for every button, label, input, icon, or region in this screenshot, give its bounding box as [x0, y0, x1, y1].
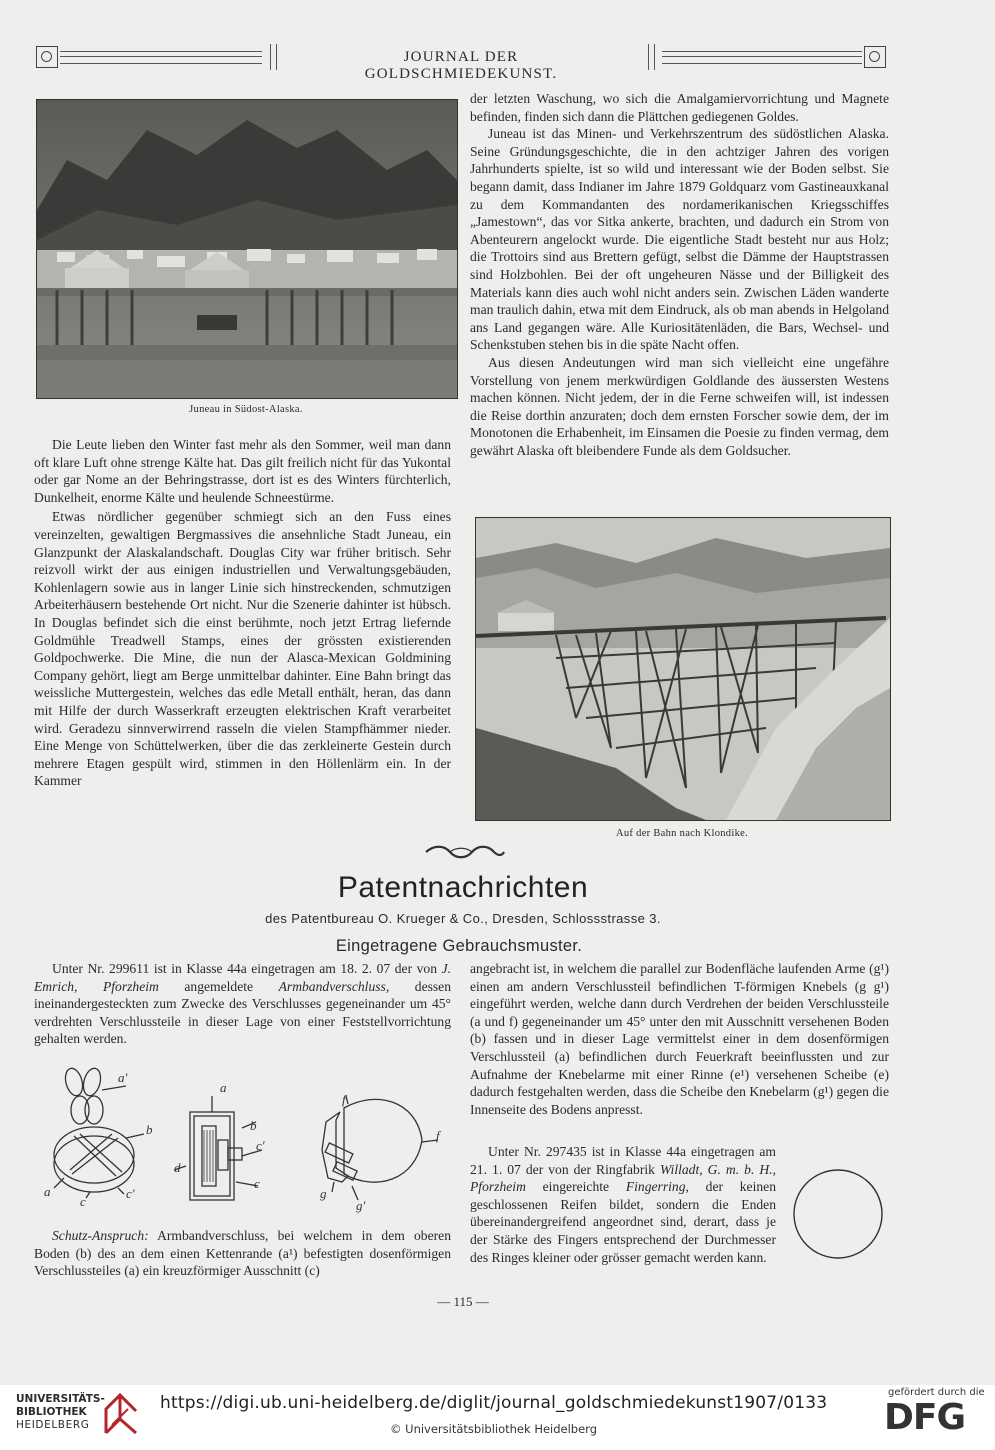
dfg-logo: DFG	[884, 1397, 966, 1438]
library-name: UNIVERSITÄTS- BIBLIOTHEK HEIDELBERG	[16, 1393, 105, 1431]
left-paragraph: Die Leute lieben den Winter fast mehr als den Sommer, weil man dann oft klare Luft ohne strenge Kälte hat. Das gilt freilich nicht für das Yukontal oder gar Nome an der Behringstrasse, dort ist es des Winters fürchterlich, Dunkelheit, enorme Kälte und heulende Schneestürme.	[34, 437, 451, 505]
applicant-name: J. Emrich, Pforzheim	[34, 961, 451, 994]
source-url-link[interactable]: https://digi.ub.uni-heidelberg.de/diglit/journal_goldschmiedekunst1907/0133	[160, 1393, 828, 1413]
fig-label-b: b	[146, 1122, 153, 1137]
juneau-caption: Juneau in Südost-Alaska.	[189, 404, 303, 415]
right-paragraph: der letzten Waschung, wo sich die Amalgamiervorrichtung und Magnete befinden, finden sich dann die Plättchen gediegenen Goldes.	[470, 91, 889, 124]
section-title: Eingetragene Gebrauchsmuster.	[335, 937, 583, 955]
left-column	[34, 436, 451, 790]
ornament-divider	[422, 844, 508, 860]
header-ornament-right	[864, 46, 886, 68]
running-header	[36, 44, 886, 82]
patent-left-column	[34, 960, 451, 1048]
klondike-caption: Auf der Bahn nach Klondike.	[615, 828, 749, 839]
page-number: — 115 —	[437, 1294, 489, 1309]
fig-label-a: a	[44, 1184, 51, 1199]
patent-item: Fingerring,	[625, 1179, 689, 1195]
fig-label-a1: a'	[118, 1070, 128, 1085]
fig-label-b2: b	[250, 1118, 257, 1133]
fig-label-a2: a	[220, 1080, 227, 1095]
fig-label-g1: g'	[356, 1198, 366, 1213]
fig-label-c2: c'	[256, 1138, 265, 1153]
journal-title: JOURNAL DER GOLDSCHMIEDEKUNST.	[364, 49, 558, 82]
fig-label-g: g	[320, 1186, 327, 1201]
funding-note: gefördert durch die	[888, 1387, 985, 1398]
patent-1-text: Unter Nr. 299611 ist in Klasse 44a eingetragen am 18. 2. 07 der von J. Emrich, Pforzheim angemeldete Armbandverschluss, dessen ineinandergesteckten zum Zwecke des Verschlusses gegeneinander um 45° verdrehten Verschlussteile in dieser Lage von einer Feststellvorrichtung gehalten werden.	[34, 961, 452, 1047]
klondike-photo-image	[476, 518, 890, 820]
patents-subtitle: des Patentbureau O. Krueger & Co., Dresden, Schlossstrasse 3.	[265, 911, 661, 926]
patents-title: Patentnachrichten	[337, 871, 589, 904]
claim-paragraph: Schutz-Anspruch: Armbandverschluss, bei welchem in dem oberen Boden (b) des an dem einen Kettenrande (a¹) befestigten dosenförmigen Verschlussteiles (a) ein kreuzförmiger Ausschnitt (c)	[34, 1228, 451, 1279]
right-column	[470, 90, 889, 459]
juneau-photo-image	[37, 100, 457, 398]
right-paragraph: Juneau ist das Minen- und Verkehrszentrum des südöstlichen Alaska. Seine Gründungsgeschichte, die in den achtziger Jahren des vorigen Jahrhunderts spielte, ist so wild und interessant wie der Boden selbst. Sie begann damit, dass Indianer im Jahre 1879 Goldquarz vom Gastineauxkanal zu dem Kommandanten des nordamerikanischen Kriegsschiffes „Jamestown“, das vor Sitka ankerte, brachten, und dadurch ein Strom von Abenteurern angelockt wurde. Die eigentliche Stadt besteht nur aus Holz; die Trottoirs sind aus Brettern gefügt, selbst die Dämme der Hauptstrassen sind Holzbohlen. Bei der oft ungeheuren Nässe und der Billigkeit des Materials kann dies auch wohl nicht anders sein. Zwischen Läden wanderte man traulich dahin, etwa mit dem Eindruck, als ob man abends in Helgoland ans Land gegangen wäre. Alle Kuriositätenläden, die Bars, Wechsel- und Schenkstuben stehen bis in die späte Nacht offen.	[470, 126, 889, 353]
fig-label-f: f	[342, 1092, 346, 1107]
right-paragraph: Aus diesen Andeutungen wird man sich vielleicht eine ungefähre Vorstellung von jenem merkwürdigen Goldlande des äussersten Westens machen können. Nicht jedem, der in die Ferne schweifen will, ist indessen die Reise dorthin anzuraten; doch dem ernsten Forscher sowie dem, der im Monotonen die Erhabenheit, im Einsamen die Poesie zu finden vermag, dem gewährt Alaska oft bleibendere Funde als dem Goldsucher.	[470, 354, 889, 458]
fig-label-c3: c	[254, 1176, 260, 1191]
patent-item: Armbandverschluss,	[278, 978, 390, 994]
patent-1-continuation: angebracht ist, in welchem die parallel zur Bodenfläche laufenden Arme (g¹) einen am andern Verschlussteil befindlichen T-förmigen Knebels (g g¹) eingeführt werden, welche dann durch Verdrehen der beiden Verschlussteile (a und f) gegeneinander um 45° unter den mit Ausschnitt versehenen Boden (b) fassen und in dieser Lage vermittelst einer in dem dosenförmigen Verschlussteil (a) befindlichen durch Feuerkraft beeinflussten und zur Aufnahme der Knebelarme mit einer Rinne (e¹) versehenen Scheibe (e) dadurch festgehalten werden, dass die Scheibe den Knebelarm (g¹) gegen die Innenseite des Bodens anpresst.	[470, 961, 889, 1117]
juneau-photo	[36, 99, 458, 399]
claim-label: Schutz-Anspruch:	[52, 1228, 149, 1243]
klondike-photo	[475, 517, 891, 821]
patent-figures	[36, 1060, 456, 1220]
applicant-name: Willadt, G. m. b. H., Pforzheim	[470, 1161, 776, 1195]
patent-right-column	[470, 960, 889, 1118]
fig-label-f2: f	[436, 1128, 440, 1143]
fig-label-c: c	[80, 1194, 86, 1209]
ring-figure	[790, 1166, 886, 1262]
library-logo-icon	[102, 1389, 140, 1437]
fig-label-d: d	[174, 1160, 181, 1175]
digitization-footer	[0, 1385, 995, 1450]
fig-label-c1: c'	[126, 1186, 135, 1201]
header-ornament-left	[36, 46, 58, 68]
left-paragraph: Etwas nördlicher gegenüber schmiegt sich an den Fuss eines vereinzelten, gewaltigen Bergmassives die ansehnliche Stadt Juneau, ein Glanzpunkt der Alaskalandschaft. Douglas City war früher britisch. Sehr reizvoll wirkt der aus einigen industriellen und Verwaltungsgebäuden, Kohlenlagern sowie aus in langer Linie sich hinstreckenden, schmutzigen Arbeiterhäusern bestehende Ort nicht. Nur die Szenerie dahinter ist hübsch. In Douglas befindet sich die einst berühmte, noch jetzt Ertrag liefernde Goldmühle Treadwell Stamps, eines der grössten existierenden Goldpochwerke. Die Mine, die nun der Alasca-Mexican Goldmining Company gehört, liegt am Berge unmittelbar dahinter. Eine Bahn bringt das weissliche Muttergestein, welches das edle Metall enthält, heran, das dann mit Hilfe der durch Wasserkraft erzeugten elektrischen Kraft verarbeitet wird. Geradezu sinnverwirrend rasseln die vielen Stampfhämmer nieder. Eine Menge von Schüttelwerken, über die das zerkleinerte Gestein durch mehrere Etagen gespült wird, stimmen in den Höllenlärm ein. In der Kammer	[34, 509, 451, 789]
patent-2-text: Unter Nr. 297435 ist in Klasse 44a eingetragen am 21. 1. 07 der von der Ringfabrik Willadt, G. m. b. H., Pforzheim eingereichte Fingerring, der keinen geschlossenen Reifen bildet, sondern die Enden übereinandergreifend angeordnet sind, derart, dass je der Stärke des Fingers entsprechend der Durchmesser des Ringes kleiner oder grösser gemacht werden kann.	[470, 1144, 776, 1265]
copyright-notice: © Universitätsbibliothek Heidelberg	[390, 1422, 598, 1436]
